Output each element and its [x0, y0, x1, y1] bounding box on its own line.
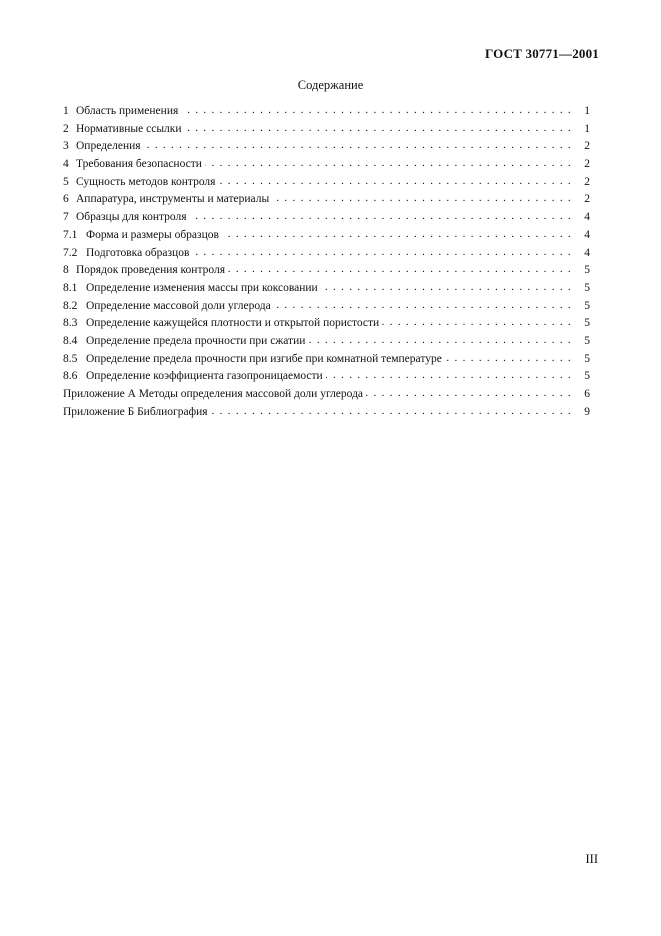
toc-entry-page: 1: [584, 122, 590, 135]
toc-entry-number: 8.1: [63, 281, 78, 294]
toc-entry[interactable]: [63, 210, 590, 228]
toc-entry-number: 3: [63, 140, 69, 153]
toc-entry[interactable]: [63, 139, 590, 157]
toc-dot-leader: [144, 139, 572, 149]
toc-entry-number: 8.5: [63, 352, 78, 365]
toc-entry[interactable]: [63, 334, 590, 352]
toc-entry-number: 8.4: [63, 334, 78, 347]
toc-entry-title: Определение коэффициента газопроницаемости: [86, 370, 323, 383]
toc-entry-title: Определение изменения массы при коксовании: [86, 281, 318, 294]
toc-entry-number: 6: [63, 193, 69, 206]
toc-entry-page: 1: [584, 105, 590, 117]
toc-entry[interactable]: [63, 352, 590, 370]
toc-entry-number: 7.2: [63, 246, 78, 259]
toc-dot-leader: [185, 122, 572, 132]
toc-entry[interactable]: [63, 192, 590, 210]
toc-entry-number: 4: [63, 158, 69, 171]
toc-entry[interactable]: [63, 369, 590, 387]
toc-entry-page: 9: [584, 405, 590, 418]
toc-entry[interactable]: [63, 157, 590, 175]
toc-entry-page: 5: [584, 299, 590, 312]
toc-dot-leader: [274, 299, 572, 309]
toc-entry-title: Определение кажущейся плотности и открытой пористости: [86, 317, 380, 330]
toc-entry[interactable]: [63, 246, 590, 264]
toc-entry-number: 7.1: [63, 228, 78, 241]
toc-dot-leader: [326, 369, 572, 379]
toc-entry-page: 6: [584, 388, 590, 400]
toc-entry-page: 5: [584, 281, 590, 294]
toc-entry-page: 2: [584, 158, 590, 171]
toc-entry-title: Определение предела прочности при сжатии: [86, 334, 306, 347]
toc-entry[interactable]: [63, 228, 590, 246]
toc-entry-title: Аппаратура, инструменты и материалы: [76, 193, 270, 206]
toc-entry-page: 5: [584, 370, 590, 383]
toc-entry-page: 2: [584, 140, 590, 153]
toc-entry-title: Область применения: [76, 105, 179, 117]
toc-entry[interactable]: [63, 122, 590, 140]
toc-entry-title: Требования безопасности: [76, 158, 202, 171]
toc-entry-number: 7: [63, 211, 69, 224]
toc-entry-title: Приложение А Методы определения массовой доли углерода: [63, 388, 364, 400]
toc-dot-leader: [382, 316, 572, 326]
toc-entry-number: 8.2: [63, 299, 78, 312]
toc-entry-title: Образцы для контроля: [76, 211, 187, 224]
toc-dot-leader: [190, 210, 572, 220]
toc-dot-leader: [445, 352, 572, 362]
toc-dot-leader: [321, 281, 572, 291]
toc-entry-title: Порядок проведения контроля: [76, 264, 226, 277]
toc-entry[interactable]: [63, 281, 590, 299]
toc-entry-page: 2: [584, 193, 590, 206]
toc-dot-leader: [181, 104, 572, 114]
toc-entry-page: 5: [584, 264, 590, 277]
page-number: III: [585, 852, 598, 866]
toc-dot-leader: [222, 228, 572, 238]
toc-entry-title: Форма и размеры образцов: [86, 228, 219, 241]
toc-dot-leader: [211, 405, 572, 415]
toc-entry-title: Приложение Б Библиография: [63, 405, 208, 418]
toc-entry[interactable]: [63, 316, 590, 334]
toc-entry[interactable]: [63, 299, 590, 317]
toc-entry-number: 8.3: [63, 317, 78, 330]
toc-entry-title: Определение предела прочности при изгибе при комнатной температуре: [86, 352, 442, 365]
toc-dot-leader: [192, 246, 572, 256]
toc-entry-title: Определение массовой доли углерода: [86, 299, 271, 312]
toc-dot-leader: [272, 192, 572, 202]
toc-title: Содержание: [297, 78, 364, 92]
toc-entry-page: 4: [584, 211, 590, 224]
toc-entry[interactable]: [63, 263, 590, 281]
toc-entry-number: 8.6: [63, 370, 78, 383]
toc-entry-number: 2: [63, 122, 69, 135]
toc-dot-leader: [205, 157, 572, 167]
toc-entry[interactable]: [63, 104, 590, 122]
toc-entry-number: 5: [63, 175, 69, 188]
toc-entry-title: Подготовка образцов: [86, 246, 190, 259]
toc-dot-leader: [228, 263, 572, 273]
toc-entry-page: 4: [584, 228, 590, 241]
document-code: ГОСТ 30771—2001: [484, 46, 599, 61]
toc-entry-page: 5: [584, 352, 590, 365]
toc-entry-page: 5: [584, 317, 590, 330]
toc-dot-leader: [366, 387, 572, 397]
toc-entry-title: Нормативные ссылки: [76, 122, 182, 135]
toc-entry-title: Определения: [76, 140, 141, 153]
toc-entry-page: 4: [584, 246, 590, 259]
toc-entry-page: 5: [584, 334, 590, 347]
toc-entry[interactable]: [63, 175, 590, 193]
toc-dot-leader: [218, 175, 572, 185]
toc-entry-number: 1: [63, 105, 69, 117]
toc-entry[interactable]: [63, 387, 590, 405]
toc-dot-leader: [308, 334, 572, 344]
toc-entry-number: 8: [63, 264, 69, 277]
toc-entry[interactable]: [63, 405, 590, 423]
toc-entry-page: 2: [584, 175, 590, 188]
toc-entry-title: Сущность методов контроля: [76, 175, 216, 188]
toc-list: [63, 104, 590, 422]
